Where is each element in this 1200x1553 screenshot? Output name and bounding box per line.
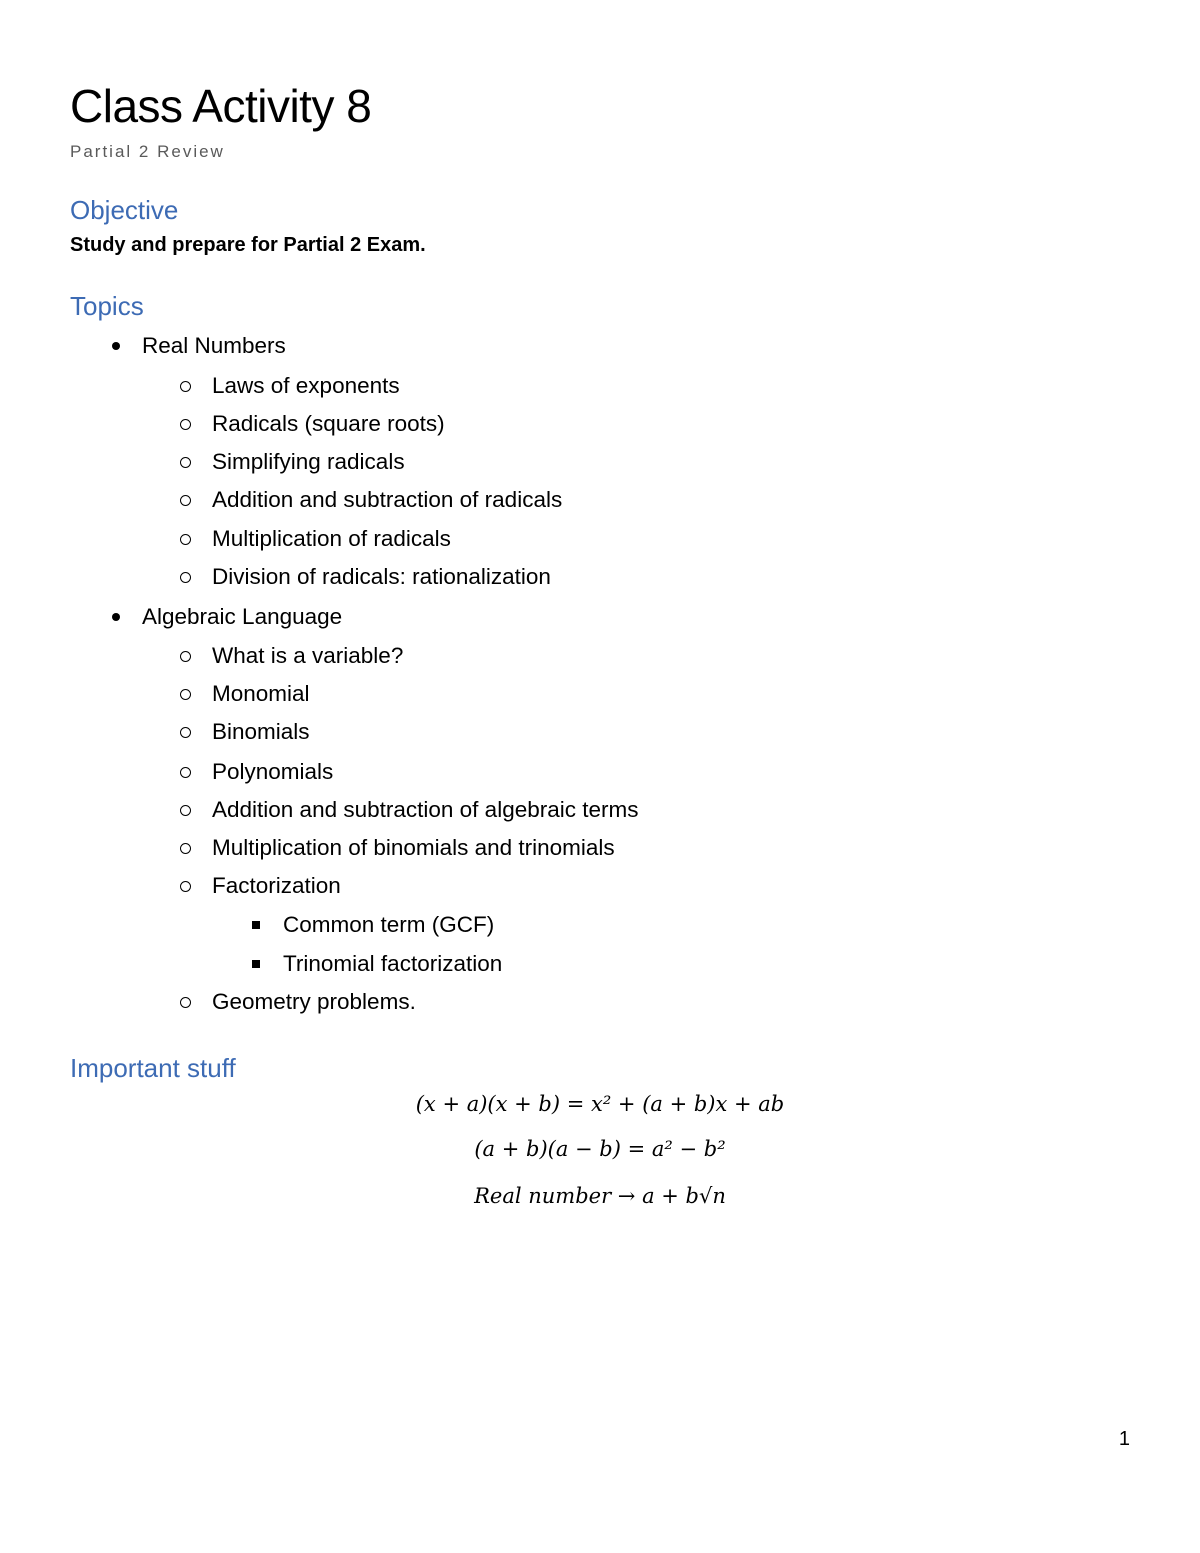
objective-heading: Objective	[70, 195, 179, 225]
list-item	[0, 409, 1200, 439]
formula-binomial-product: (x + a)(x + b) = x² + (a + b)x + ab	[415, 1092, 785, 1116]
list-item	[0, 949, 1200, 979]
circle-bullet-icon	[177, 447, 193, 477]
circle-bullet-icon	[177, 871, 193, 901]
circle-bullet-icon	[177, 562, 193, 592]
list-item-label: Addition and subtraction of radicals	[212, 487, 563, 512]
circle-bullet-icon	[177, 987, 193, 1017]
list-item-label: What is a variable?	[212, 643, 404, 668]
list-item	[0, 871, 1200, 901]
list-item-label: Multiplication of radicals	[212, 526, 451, 551]
list-item	[0, 679, 1200, 709]
list-item	[0, 602, 1200, 632]
list-item-label: Simplifying radicals	[212, 449, 405, 474]
list-item-label: Monomial	[212, 681, 310, 706]
list-item	[0, 485, 1200, 515]
list-item-label: Radicals (square roots)	[212, 411, 445, 436]
important-heading: Important stuff	[70, 1053, 236, 1083]
list-item-label: Algebraic Language	[142, 604, 343, 629]
circle-bullet-icon	[177, 717, 193, 747]
square-bullet-icon	[248, 949, 264, 979]
list-item-label: Polynomials	[212, 759, 334, 784]
list-item	[0, 562, 1200, 592]
list-item-label: Common term (GCF)	[283, 912, 495, 937]
bullet-icon	[108, 602, 124, 632]
circle-bullet-icon	[177, 371, 193, 401]
list-item	[0, 641, 1200, 671]
list-item	[0, 371, 1200, 401]
formula-difference-of-squares: (a + b)(a − b) = a² − b²	[474, 1137, 726, 1161]
circle-bullet-icon	[177, 485, 193, 515]
circle-bullet-icon	[177, 524, 193, 554]
list-item-label: Binomials	[212, 719, 310, 744]
square-bullet-icon	[248, 910, 264, 940]
list-item	[0, 833, 1200, 863]
list-item-label: Geometry problems.	[212, 989, 416, 1014]
circle-bullet-icon	[177, 679, 193, 709]
list-item-label: Trinomial factorization	[283, 951, 503, 976]
circle-bullet-icon	[177, 409, 193, 439]
list-item-label: Multiplication of binomials and trinomials	[212, 835, 615, 860]
list-item	[0, 331, 1200, 361]
formula-real-number: Real number → a + b√n	[474, 1184, 726, 1208]
list-item	[0, 447, 1200, 477]
circle-bullet-icon	[177, 795, 193, 825]
document-subtitle: Partial 2 Review	[70, 142, 225, 161]
circle-bullet-icon	[177, 833, 193, 863]
bullet-icon	[108, 331, 124, 361]
list-item	[0, 987, 1200, 1017]
list-item	[0, 524, 1200, 554]
list-item-label: Laws of exponents	[212, 373, 400, 398]
list-item-label: Real Numbers	[142, 333, 286, 358]
page-number: 1	[1118, 1428, 1130, 1450]
circle-bullet-icon	[177, 757, 193, 787]
topics-heading: Topics	[70, 291, 144, 321]
objective-text: Study and prepare for Partial 2 Exam.	[70, 234, 426, 256]
list-item-label: Factorization	[212, 873, 341, 898]
list-item-label: Division of radicals: rationalization	[212, 564, 551, 589]
list-item	[0, 910, 1200, 940]
list-item-label: Addition and subtraction of algebraic terms	[212, 797, 639, 822]
document-title: Class Activity 8	[70, 80, 372, 132]
circle-bullet-icon	[177, 641, 193, 671]
list-item	[0, 757, 1200, 787]
list-item	[0, 795, 1200, 825]
list-item	[0, 717, 1200, 747]
